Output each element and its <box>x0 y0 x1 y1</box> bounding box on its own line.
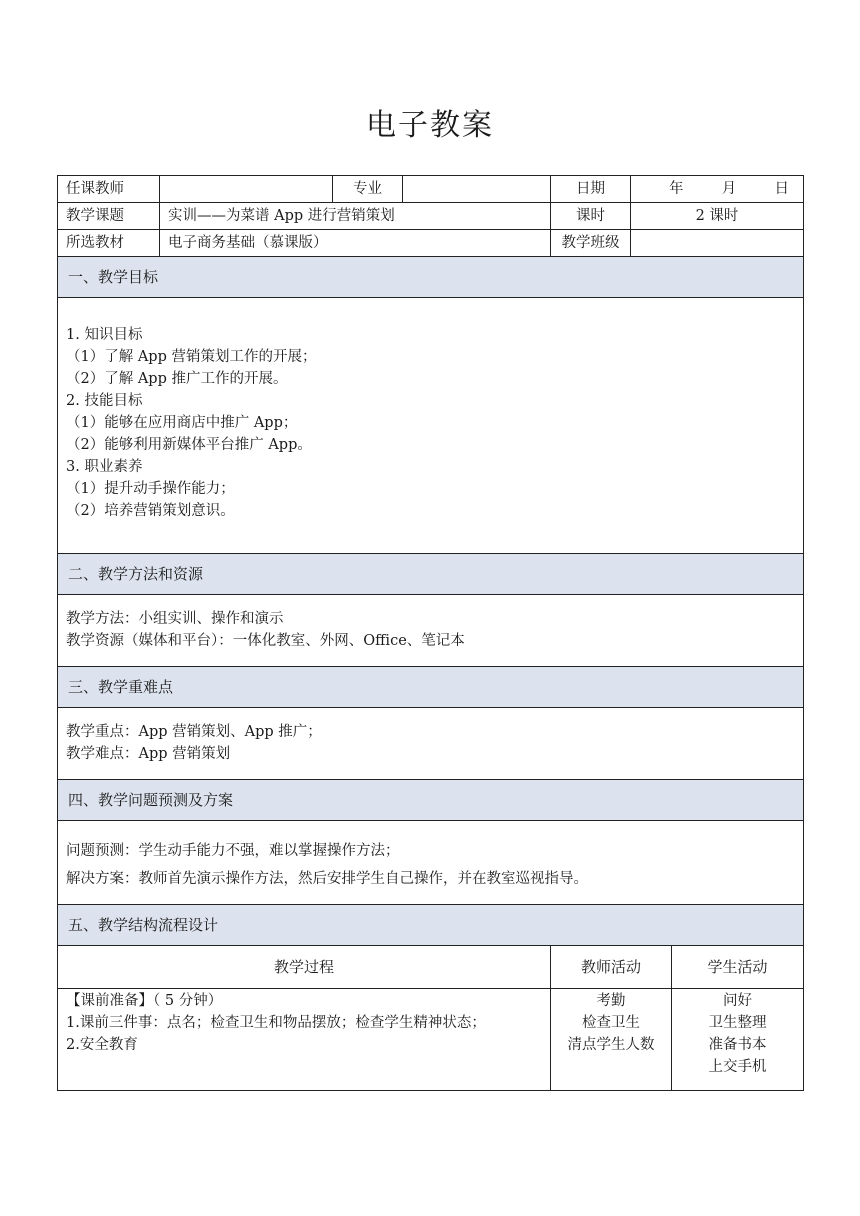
goal-line: 3. 职业素养 <box>66 459 143 475</box>
goal-line: （2）能够利用新媒体平台推广 App。 <box>66 437 312 453</box>
date-day: 日 <box>774 181 789 197</box>
process-line: 2.安全教育 <box>66 1037 138 1053</box>
goal-line: （1）提升动手操作能力； <box>66 481 235 497</box>
class-value[interactable] <box>631 230 804 257</box>
teacher-value[interactable] <box>160 176 333 203</box>
topic-label: 教学课题 <box>58 203 160 230</box>
info-row-3 <box>58 230 804 257</box>
process-line: 1.课前三件事：点名；检查卫生和物品摆放；检查学生精神状态； <box>66 1015 486 1031</box>
date-month: 月 <box>721 181 737 197</box>
goal-line: （1）能够在应用商店中推广 App； <box>66 415 298 431</box>
method-line: 教学方法：小组实训、操作和演示 <box>66 611 284 627</box>
date-year: 年 <box>669 181 684 197</box>
col-student-header: 学生活动 <box>672 946 804 989</box>
section-keypoints-body <box>58 708 804 780</box>
section-keypoints-header <box>58 667 804 708</box>
textbook-value: 电子商务基础（慕课版） <box>160 230 551 257</box>
section-keypoints-title: 三、教学重难点 <box>58 667 804 708</box>
process-line: 【课前准备】（ 5 分钟） <box>66 993 223 1009</box>
keypoint-line: 教学重点：App 营销策划、App 推广； <box>66 724 322 740</box>
student-activity: 上交手机 <box>708 1059 767 1075</box>
section-goals-title: 一、教学目标 <box>58 257 804 298</box>
class-label: 教学班级 <box>551 230 631 257</box>
teacher-activity: 检查卫生 <box>582 1015 640 1031</box>
lesson-plan-table <box>57 175 804 1091</box>
major-value[interactable] <box>403 176 551 203</box>
section-flow-header <box>58 905 804 946</box>
major-label: 专业 <box>333 176 403 203</box>
section-problems-title: 四、教学问题预测及方案 <box>58 780 804 821</box>
goal-line: 2. 技能目标 <box>66 393 143 409</box>
section-flow-title: 五、教学结构流程设计 <box>58 905 804 946</box>
hours-label: 课时 <box>551 203 631 230</box>
section-methods-title: 二、教学方法和资源 <box>58 554 804 595</box>
student-activity: 问好 <box>723 993 752 1009</box>
student-activity: 准备书本 <box>708 1037 767 1053</box>
hours-value: 2 课时 <box>631 203 804 230</box>
goal-line: （2）培养营销策划意识。 <box>66 503 235 519</box>
section-methods-body <box>58 595 804 667</box>
goal-line: （1）了解 App 营销策划工作的开展； <box>66 349 317 365</box>
section-methods-header <box>58 554 804 595</box>
method-line: 教学资源（媒体和平台）：一体化教室、外网、Office、笔记本 <box>66 633 465 649</box>
goal-line: （2）了解 App 推广工作的开展。 <box>66 371 288 387</box>
student-activity: 卫生整理 <box>708 1015 767 1031</box>
problem-line: 问题预测：学生动手能力不强，难以掌握操作方法； <box>66 843 400 859</box>
date-value[interactable] <box>631 176 804 203</box>
section-goals-body <box>58 298 804 554</box>
section-problems-header <box>58 780 804 821</box>
info-row-2 <box>58 203 804 230</box>
info-row-1 <box>58 176 804 203</box>
date-label: 日期 <box>551 176 631 203</box>
col-teacher-header: 教师活动 <box>551 946 672 989</box>
problem-line: 解决方案：教师首先演示操作方法，然后安排学生自己操作，并在教室巡视指导。 <box>66 871 588 887</box>
textbook-label: 所选教材 <box>58 230 160 257</box>
teacher-activity: 清点学生人数 <box>567 1037 655 1053</box>
section-goals-header <box>58 257 804 298</box>
flow-row <box>58 989 804 1091</box>
goal-line: 1. 知识目标 <box>66 327 143 343</box>
col-process-header: 教学过程 <box>58 946 551 989</box>
page-title: 电子教案 <box>366 108 494 143</box>
teacher-activity: 考勤 <box>596 993 626 1009</box>
teacher-label: 任课教师 <box>58 176 160 203</box>
keypoint-line: 教学难点：App 营销策划 <box>66 746 231 762</box>
section-problems-body <box>58 821 804 905</box>
topic-value: 实训——为菜谱 App 进行营销策划 <box>160 203 551 230</box>
flow-header-row <box>58 946 804 989</box>
